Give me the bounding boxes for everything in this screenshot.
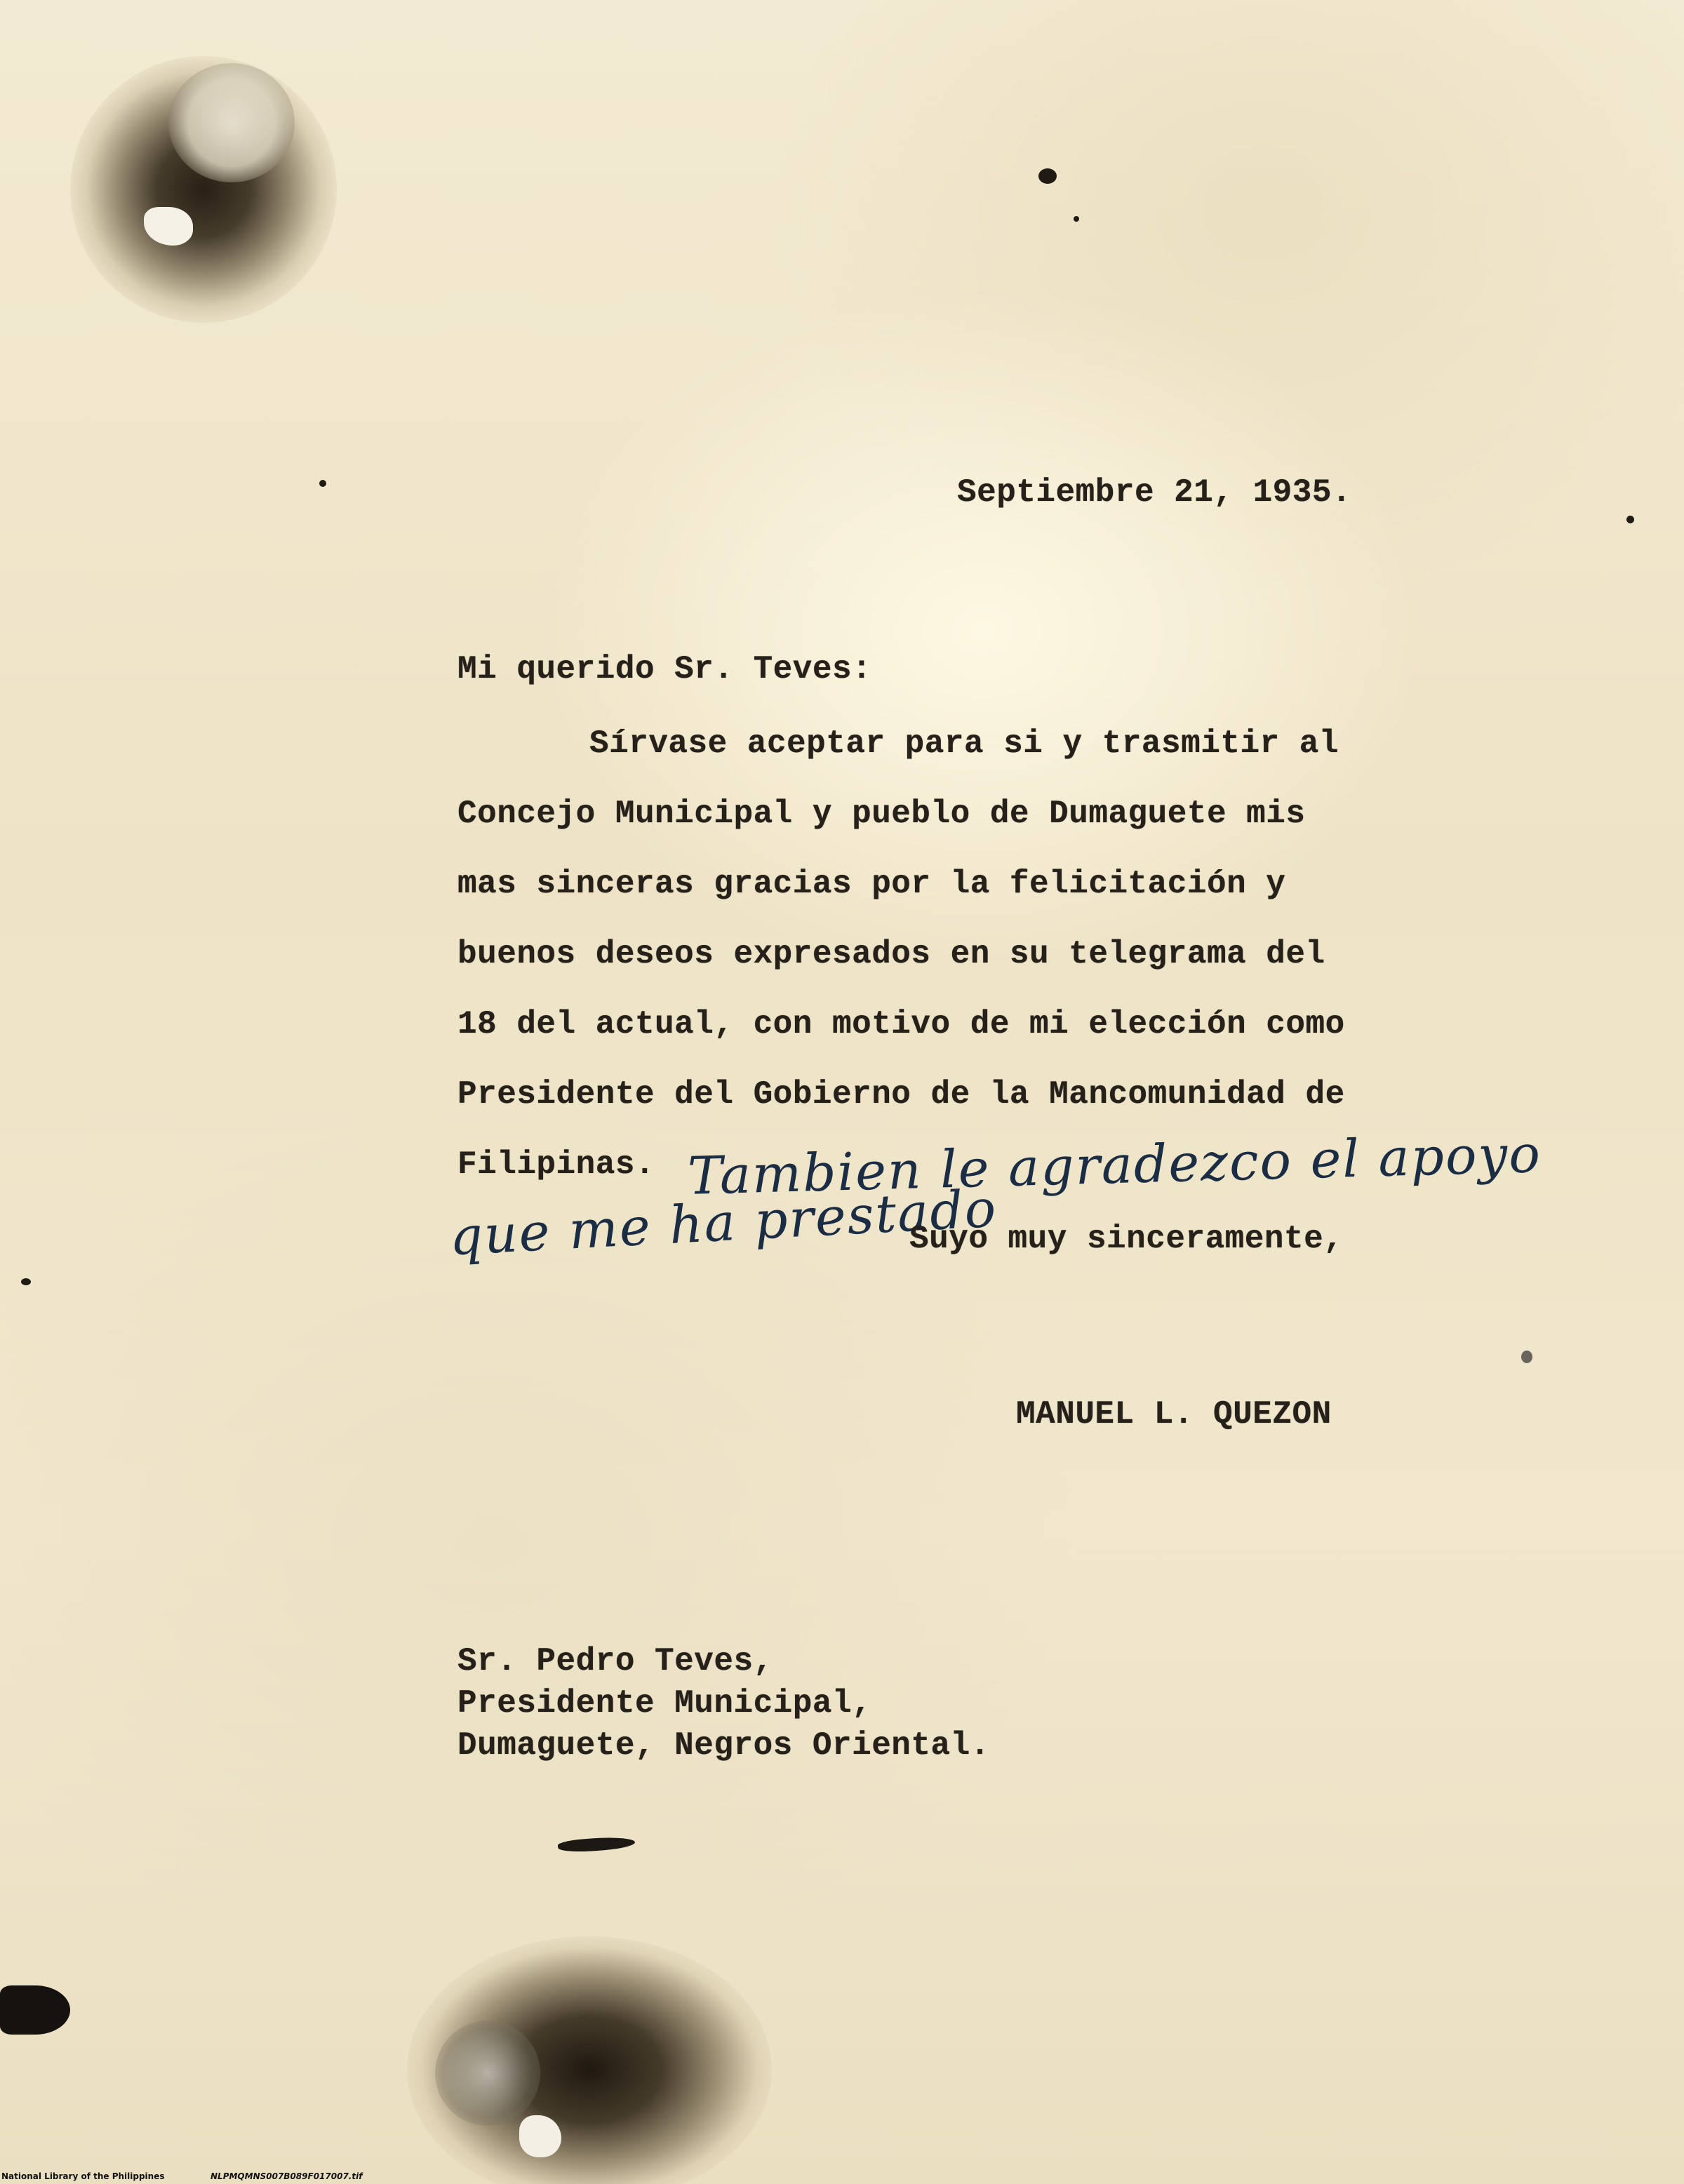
handwritten-note-line-1: Tambien le agradezco el apoyo xyxy=(687,1124,1542,1207)
ink-speck xyxy=(1074,216,1079,222)
body-line: mas sinceras gracias por la felicitación y xyxy=(457,866,1286,902)
ink-speck xyxy=(1521,1351,1532,1363)
recipient-line: Sr. Pedro Teves, xyxy=(457,1643,773,1680)
archive-footer xyxy=(0,2171,1684,2184)
body-line: Sírvase aceptar para si y trasmitir al xyxy=(589,725,1339,762)
body-line: buenos deseos expresados en su telegrama del xyxy=(457,936,1325,972)
edge-blot xyxy=(0,1985,70,2035)
ink-dash-mark xyxy=(558,1835,636,1854)
body-line: Filipinas. xyxy=(457,1146,655,1183)
burn-hole-bottom xyxy=(435,2021,540,2126)
letter-date: Septiembre 21, 1935. xyxy=(957,474,1352,511)
footer-file-id: NLPMQMNS007B089F017007.tif xyxy=(210,2171,363,2181)
letter-closing: Suyo muy sinceramente, xyxy=(909,1221,1344,1257)
body-line: Presidente del Gobierno de la Mancomunidad de xyxy=(457,1076,1345,1113)
signer-name: MANUEL L. QUEZON xyxy=(1016,1396,1332,1433)
burn-hole-top xyxy=(168,63,295,182)
ink-speck xyxy=(1038,168,1057,184)
ink-speck xyxy=(21,1278,31,1285)
ink-speck xyxy=(1626,516,1634,523)
recipient-line: Presidente Municipal, xyxy=(457,1685,872,1722)
handwritten-note-line-2: que me ha prestado xyxy=(448,1178,999,1268)
body-line: Concejo Municipal y pueblo de Dumaguete mis xyxy=(457,796,1306,832)
ink-speck xyxy=(319,480,326,487)
footer-library-name: National Library of the Philippines xyxy=(1,2171,165,2181)
letter-salutation: Mi querido Sr. Teves: xyxy=(457,651,872,688)
recipient-line: Dumaguete, Negros Oriental. xyxy=(457,1727,990,1764)
body-line: 18 del actual, con motivo de mi elección como xyxy=(457,1006,1345,1043)
